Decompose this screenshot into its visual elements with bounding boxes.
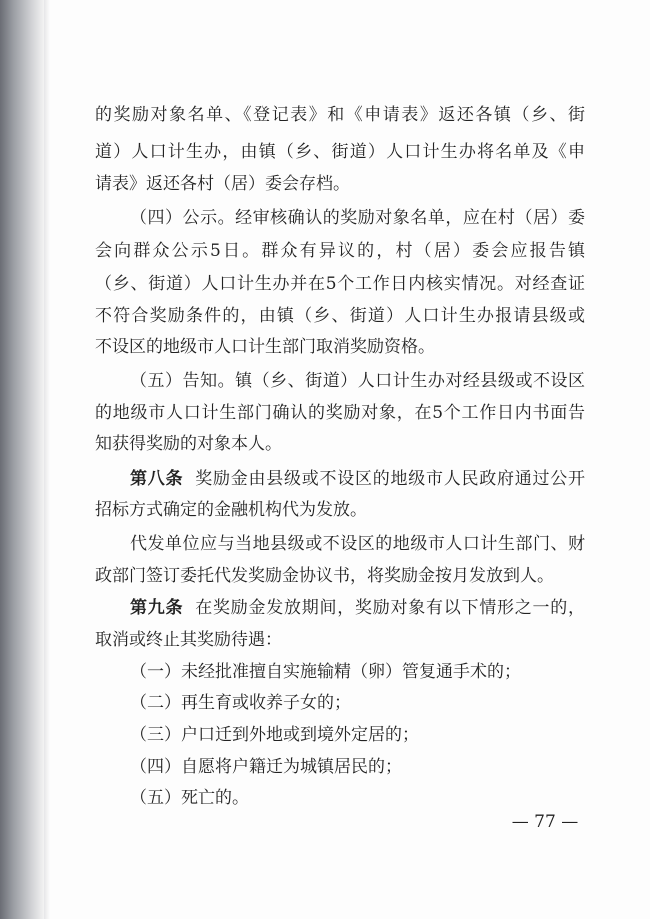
binding-shadow	[0, 0, 44, 919]
text-line: （五）告知。镇（乡、街道）人口计生办对经县级或不设区	[130, 371, 585, 391]
article-8-line	[130, 467, 585, 491]
article-9-line	[130, 596, 585, 620]
list-item: （一）未经批准擅自实施输精（卵）管复通手术的；	[130, 662, 521, 682]
article-9-label: 第九条	[130, 598, 184, 618]
list-item: （四）自愿将户籍迁为城镇居民的；	[130, 757, 402, 777]
text-line: 不设区的地级市人口计生部门取消奖励资格。	[95, 337, 435, 357]
article-9-text: 在奖励金发放期间，奖励对象有以下情形之一的，	[195, 598, 585, 618]
text-line: （四）公示。经审核确认的奖励对象名单，应在村（居）委	[130, 208, 585, 228]
article-8-text: 奖励金由县级或不设区的地级市人民政府通过公开	[195, 469, 585, 489]
text-line: 政部门签订委托代发奖励金协议书，将奖励金按月发放到人。	[95, 566, 554, 586]
text-line: 道）人口计生办，由镇（乡、街道）人口计生办将名单及《申	[95, 142, 585, 162]
list-item: （二）再生育或收养子女的；	[130, 693, 351, 713]
page-number: — 77 —	[511, 812, 579, 832]
text-line: 请表》返还各村（居）委会存档。	[95, 174, 350, 194]
text-line: 知获得奖励的对象本人。	[95, 434, 282, 454]
text-line: 的奖励对象名单、《登记表》和《申请表》返还各镇（乡、街	[95, 105, 585, 125]
list-item: （五）死亡的。	[130, 788, 249, 808]
text-line: 招标方式确定的金融机构代为发放。	[95, 500, 367, 520]
article-8-label: 第八条	[130, 469, 184, 489]
binding-edge	[44, 0, 50, 919]
text-line: 取消或终止其奖励待遇：	[95, 630, 282, 650]
list-item: （三）户口迁到外地或到境外定居的；	[130, 725, 419, 745]
text-line: 代发单位应与当地县级或不设区的地级市人口计生部门、财	[130, 534, 585, 554]
text-line: 的地级市人口计生部门确认的奖励对象，在5个工作日内书面告	[95, 403, 585, 423]
text-line: （乡、街道）人口计生办并在5个工作日内核实情况。对经查证	[95, 274, 585, 294]
text-line: 不符合奖励条件的，由镇（乡、街道）人口计生办报请县级或	[95, 306, 585, 326]
text-line: 会向群众公示5日。群众有异议的，村（居）委会应报告镇	[95, 241, 585, 261]
